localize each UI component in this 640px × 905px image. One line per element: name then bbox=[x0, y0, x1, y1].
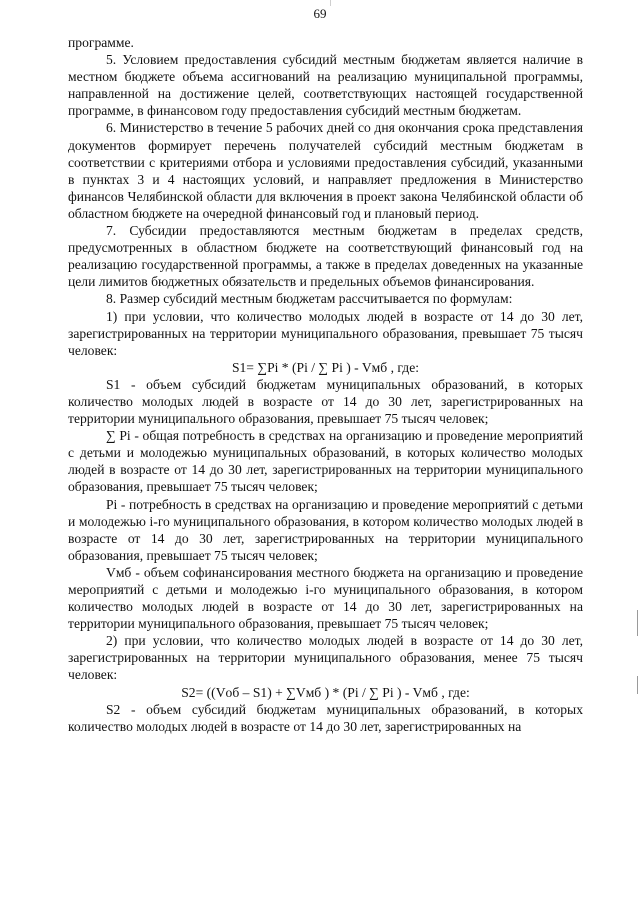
definition-sum-pi: ∑ Pi - общая потребность в средствах на организацию и проведение мероприятий с детьми и молодежью муниципальных образований, в которых количество молодых людей в возрасте от 14 до 30 лет, зарегистрированных на территории муниципального образования, превышает 75 тысяч человек; bbox=[68, 428, 583, 495]
definition-pi: Pi - потребность в средствах на организацию и проведение мероприятий с детьми и молодежью i-го муниципального образования, в котором количество молодых людей в возрасте от 14 до 30 лет, зарегистрированных на территории муниципального образования, превышает 75 тысяч человек; bbox=[68, 496, 583, 563]
scan-edge-mark bbox=[637, 676, 638, 694]
paragraph-item-6: 6. Министерство в течение 5 рабочих дней со дня окончания срока представления документов формирует перечень получателей субсидий местным бюджетам в соответствии с критериями отбора и условиями предоставления субсидий, указанными в пунктах 3 и 4 настоящих условий, и направляет предложения в Министерство финансов Челябинской области для включения в проект закона Челябинской области об областном бюджете на очередной финансовый год и плановый период. bbox=[68, 120, 583, 221]
paragraph-condition-2: 2) при условии, что количество молодых людей в возрасте от 14 до 30 лет, зарегистрированных на территории муниципального образования, менее 75 тысяч человек: bbox=[68, 633, 583, 683]
paragraph-condition-1: 1) при условии, что количество молодых людей в возрасте от 14 до 30 лет, зарегистрированных на территории муниципального образования, превышает 75 тысяч человек: bbox=[68, 308, 583, 358]
paragraph-item-5: 5. Условием предоставления субсидий местным бюджетам является наличие в местном бюджете объема ассигнований на реализацию муниципальной программы, направленной на достижение целей, соответствующих настоящей государственной программе, в финансовом году предоставления субсидий местным бюджетам. bbox=[68, 52, 583, 119]
paragraph-continuation: программе. bbox=[68, 35, 134, 50]
paragraph-item-8: 8. Размер субсидий местным бюджетам рассчитывается по формулам: bbox=[106, 291, 513, 307]
formula-s1: S1= ∑Pi * (Pi / ∑ Pi ) - Vмб , где: bbox=[231, 359, 420, 375]
scan-edge-mark bbox=[637, 610, 638, 636]
formula-s2: S2= ((Vоб – S1) + ∑Vмб ) * (Pi / ∑ Pi ) - Vмб , где: bbox=[181, 684, 470, 700]
page-number: 69 bbox=[313, 6, 327, 21]
document-body bbox=[68, 34, 583, 735]
paragraph-item-7: 7. Субсидии предоставляются местным бюджетам в пределах средств, предусмотренных в областном бюджете на соответствующий финансовый год на реализацию государственной программы, а также в пределах доведенных на указанные цели лимитов бюджетных обязательств и предельных объемов финансирования. bbox=[68, 223, 583, 290]
definition-s2: S2 - объем субсидий бюджетам муниципальных образований, в которых количество молодых людей в возрасте от 14 до 30 лет, зарегистрированных на bbox=[68, 701, 583, 734]
definition-vmb: Vмб - объем софинансирования местного бюджета на организацию и проведение мероприятий с детьми и молодежью i-го муниципального образования, в котором количество молодых людей в возрасте от 14 до 30 лет, зарегистрированных на территории муниципального образования, превышает 75 тысяч человек; bbox=[68, 564, 583, 632]
definition-s1: S1 - объем субсидий бюджетам муниципальных образований, в которых количество молодых людей в возрасте от 14 до 30 лет, зарегистрированных на территории муниципального образования, превышает 75 тысяч человек; bbox=[68, 376, 583, 427]
